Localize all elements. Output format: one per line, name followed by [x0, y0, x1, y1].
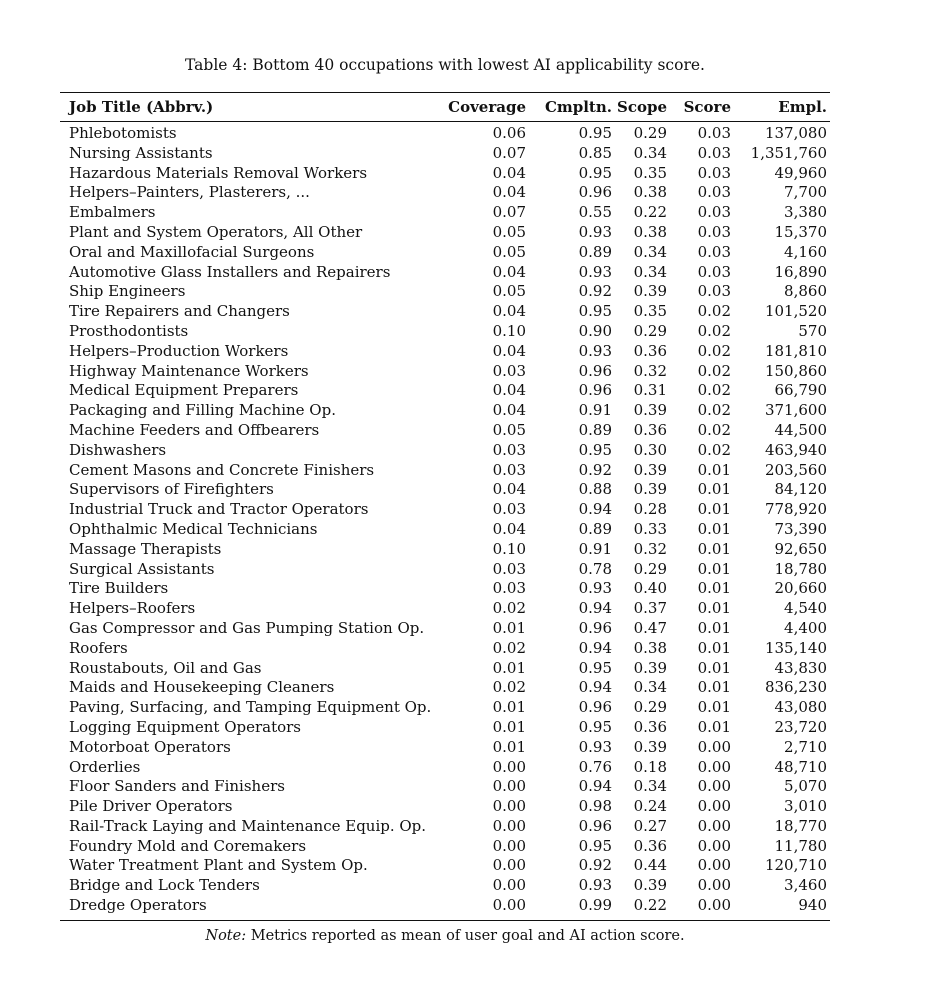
job-title-cell: Roofers	[69, 638, 128, 657]
job-title-cell: Packaging and Filling Machine Op.	[69, 401, 336, 420]
job-title-cell: Machine Feeders and Offbearers	[69, 420, 320, 439]
job-title-cell: Prosthodontists	[69, 321, 189, 340]
employment-cell: 463,940	[764, 440, 827, 459]
table-row	[60, 797, 837, 817]
employment-cell: 16,890	[774, 262, 827, 281]
employment-cell: 4,540	[784, 599, 827, 618]
scope-cell: 0.39	[633, 876, 667, 895]
completion-cell: 0.95	[578, 717, 612, 736]
table-row	[60, 342, 837, 362]
coverage-cell: 0.04	[492, 163, 526, 182]
coverage-cell: 0.07	[492, 203, 526, 222]
completion-cell: 0.92	[578, 460, 612, 479]
job-title-cell: Nursing Assistants	[69, 143, 213, 162]
employment-cell: 48,710	[774, 757, 827, 776]
coverage-cell: 0.04	[492, 381, 526, 400]
table-row	[60, 540, 837, 560]
employment-cell: 43,080	[774, 698, 827, 717]
job-title-cell: Highway Maintenance Workers	[69, 361, 309, 380]
scope-cell: 0.29	[633, 124, 667, 142]
scope-cell: 0.29	[633, 321, 667, 340]
employment-cell: 11,780	[774, 836, 827, 855]
job-title-cell: Pile Driver Operators	[69, 797, 233, 816]
completion-cell: 0.90	[578, 321, 612, 340]
completion-cell: 0.93	[578, 737, 612, 756]
score-cell: 0.00	[697, 816, 731, 835]
employment-cell: 66,790	[774, 381, 827, 400]
completion-cell: 0.96	[578, 698, 612, 717]
employment-cell: 778,920	[764, 500, 827, 519]
table-row	[60, 362, 837, 382]
job-title-cell: Medical Equipment Preparers	[69, 381, 299, 400]
score-cell: 0.00	[697, 757, 731, 776]
score-cell: 0.03	[697, 242, 731, 261]
coverage-cell: 0.00	[492, 856, 526, 875]
table-row	[60, 659, 837, 679]
completion-cell: 0.91	[578, 539, 612, 558]
scope-cell: 0.34	[633, 262, 667, 281]
coverage-cell: 0.02	[492, 638, 526, 657]
employment-cell: 3,460	[784, 876, 827, 895]
job-title-cell: Embalmers	[69, 203, 156, 222]
employment-cell: 940	[798, 896, 827, 915]
employment-cell: 43,830	[774, 658, 827, 677]
coverage-cell: 0.10	[492, 539, 526, 558]
scope-cell: 0.47	[633, 618, 667, 637]
coverage-cell: 0.00	[492, 836, 526, 855]
employment-cell: 8,860	[784, 282, 827, 301]
note-label: Note:	[205, 928, 247, 944]
table-row	[60, 856, 837, 876]
table-row	[60, 223, 837, 243]
score-cell: 0.01	[697, 579, 731, 598]
employment-cell: 84,120	[774, 480, 827, 499]
coverage-cell: 0.02	[492, 599, 526, 618]
employment-cell: 7,700	[784, 183, 827, 202]
scope-cell: 0.39	[633, 401, 667, 420]
job-title-cell: Maids and Housekeeping Cleaners	[69, 678, 335, 697]
table-row	[60, 639, 837, 659]
scope-cell: 0.39	[633, 480, 667, 499]
employment-cell: 120,710	[764, 856, 827, 875]
score-cell: 0.02	[697, 401, 731, 420]
job-title-cell: Surgical Assistants	[69, 559, 215, 578]
job-title-cell: Ship Engineers	[69, 282, 186, 301]
column-header-employment: Empl.	[778, 98, 827, 116]
scope-cell: 0.18	[633, 757, 667, 776]
scope-cell: 0.31	[633, 381, 667, 400]
scope-cell: 0.34	[633, 143, 667, 162]
table-row	[60, 381, 837, 401]
employment-cell: 150,860	[764, 361, 827, 380]
score-cell: 0.00	[697, 777, 731, 796]
employment-cell: 181,810	[764, 341, 827, 360]
completion-cell: 0.92	[578, 856, 612, 875]
score-cell: 0.01	[697, 658, 731, 677]
table-note	[0, 928, 890, 944]
employment-cell: 2,710	[784, 737, 827, 756]
coverage-cell: 0.05	[492, 222, 526, 241]
scope-cell: 0.29	[633, 559, 667, 578]
coverage-cell: 0.04	[492, 519, 526, 538]
job-title-cell: Paving, Surfacing, and Tamping Equipment Op.	[69, 698, 432, 717]
scope-cell: 0.32	[633, 361, 667, 380]
table-row	[60, 480, 837, 500]
score-cell: 0.01	[697, 519, 731, 538]
column-header-coverage: Coverage	[448, 98, 526, 116]
table-row	[60, 619, 837, 639]
completion-cell: 0.92	[578, 282, 612, 301]
job-title-cell: Roustabouts, Oil and Gas	[69, 658, 262, 677]
score-cell: 0.01	[697, 717, 731, 736]
scope-cell: 0.36	[633, 717, 667, 736]
coverage-cell: 0.03	[492, 440, 526, 459]
job-title-cell: Phlebotomists	[69, 124, 177, 142]
completion-cell: 0.89	[578, 519, 612, 538]
coverage-cell: 0.01	[492, 717, 526, 736]
score-cell: 0.02	[697, 361, 731, 380]
table-row	[60, 698, 837, 718]
completion-cell: 0.95	[578, 658, 612, 677]
table-row	[60, 896, 837, 916]
employment-cell: 1,351,760	[750, 143, 827, 162]
completion-cell: 0.98	[578, 797, 612, 816]
table-row	[60, 441, 837, 461]
completion-cell: 0.99	[578, 896, 612, 915]
coverage-cell: 0.04	[492, 183, 526, 202]
job-title-cell: Dredge Operators	[69, 896, 207, 915]
table-row	[60, 500, 837, 520]
coverage-cell: 0.00	[492, 876, 526, 895]
coverage-cell: 0.00	[492, 816, 526, 835]
scope-cell: 0.36	[633, 341, 667, 360]
job-title-cell: Tire Builders	[69, 579, 169, 598]
table-row	[60, 263, 837, 283]
score-cell: 0.00	[697, 876, 731, 895]
completion-cell: 0.95	[578, 440, 612, 459]
scope-cell: 0.32	[633, 539, 667, 558]
score-cell: 0.01	[697, 599, 731, 618]
scope-cell: 0.34	[633, 777, 667, 796]
scope-cell: 0.22	[633, 896, 667, 915]
scope-cell: 0.33	[633, 519, 667, 538]
score-cell: 0.03	[697, 143, 731, 162]
completion-cell: 0.96	[578, 381, 612, 400]
coverage-cell: 0.01	[492, 618, 526, 637]
score-cell: 0.01	[697, 698, 731, 717]
table-row	[60, 203, 837, 223]
completion-cell: 0.76	[578, 757, 612, 776]
completion-cell: 0.93	[578, 579, 612, 598]
table-row	[60, 520, 837, 540]
data-table	[60, 93, 837, 916]
employment-cell: 101,520	[764, 302, 827, 321]
employment-cell: 135,140	[764, 638, 827, 657]
coverage-cell: 0.01	[492, 698, 526, 717]
job-title-cell: Bridge and Lock Tenders	[69, 876, 260, 895]
score-cell: 0.03	[697, 203, 731, 222]
coverage-cell: 0.04	[492, 262, 526, 281]
score-cell: 0.01	[697, 480, 731, 499]
scope-cell: 0.39	[633, 658, 667, 677]
coverage-cell: 0.01	[492, 737, 526, 756]
completion-cell: 0.93	[578, 222, 612, 241]
employment-cell: 18,770	[774, 816, 827, 835]
scope-cell: 0.38	[633, 638, 667, 657]
job-title-cell: Massage Therapists	[69, 539, 222, 558]
employment-cell: 3,380	[784, 203, 827, 222]
completion-cell: 0.93	[578, 262, 612, 281]
score-cell: 0.00	[697, 896, 731, 915]
job-title-cell: Rail-Track Laying and Maintenance Equip. Op.	[69, 816, 427, 835]
score-cell: 0.03	[697, 262, 731, 281]
table-row	[60, 837, 837, 857]
completion-cell: 0.94	[578, 678, 612, 697]
table-row	[60, 560, 837, 580]
table-row	[60, 738, 837, 758]
completion-cell: 0.96	[578, 618, 612, 637]
employment-cell: 371,600	[764, 401, 827, 420]
table-row	[60, 421, 837, 441]
table-row	[60, 579, 837, 599]
employment-cell: 5,070	[784, 777, 827, 796]
job-title-cell: Dishwashers	[69, 440, 167, 459]
score-cell: 0.01	[697, 618, 731, 637]
completion-cell: 0.94	[578, 500, 612, 519]
score-cell: 0.00	[697, 836, 731, 855]
score-cell: 0.02	[697, 420, 731, 439]
bottom-rule	[60, 920, 830, 921]
coverage-cell: 0.04	[492, 341, 526, 360]
score-cell: 0.00	[697, 797, 731, 816]
table-row	[60, 718, 837, 738]
job-title-cell: Helpers–Production Workers	[69, 341, 289, 360]
coverage-cell: 0.04	[492, 302, 526, 321]
note-text: Metrics reported as mean of user goal and AI action score.	[246, 928, 685, 944]
completion-cell: 0.95	[578, 302, 612, 321]
job-title-cell: Helpers–Roofers	[69, 599, 196, 618]
mid-rule	[60, 121, 830, 122]
completion-cell: 0.88	[578, 480, 612, 499]
score-cell: 0.01	[697, 539, 731, 558]
job-title-cell: Automotive Glass Installers and Repairers	[69, 262, 391, 281]
table-row	[60, 599, 837, 619]
scope-cell: 0.35	[633, 302, 667, 321]
scope-cell: 0.29	[633, 698, 667, 717]
scope-cell: 0.38	[633, 222, 667, 241]
table-row	[60, 876, 837, 896]
table-row	[60, 144, 837, 164]
job-title-cell: Cement Masons and Concrete Finishers	[69, 460, 375, 479]
score-cell: 0.03	[697, 222, 731, 241]
score-cell: 0.03	[697, 282, 731, 301]
completion-cell: 0.78	[578, 559, 612, 578]
job-title-cell: Industrial Truck and Tractor Operators	[69, 500, 369, 519]
coverage-cell: 0.00	[492, 777, 526, 796]
completion-cell: 0.96	[578, 183, 612, 202]
scope-cell: 0.34	[633, 242, 667, 261]
table-row	[60, 322, 837, 342]
table-row	[60, 121, 837, 144]
employment-cell: 18,780	[774, 559, 827, 578]
table-row	[60, 461, 837, 481]
coverage-cell: 0.10	[492, 321, 526, 340]
scope-cell: 0.28	[633, 500, 667, 519]
employment-cell: 570	[798, 321, 827, 340]
table-row	[60, 401, 837, 421]
table-body	[60, 121, 837, 916]
completion-cell: 0.93	[578, 341, 612, 360]
coverage-cell: 0.00	[492, 757, 526, 776]
job-title-cell: Gas Compressor and Gas Pumping Station Op.	[69, 618, 425, 637]
scope-cell: 0.30	[633, 440, 667, 459]
column-header-completion: Cmpltn.	[544, 98, 612, 116]
table-row	[60, 678, 837, 698]
coverage-cell: 0.04	[492, 401, 526, 420]
scope-cell: 0.36	[633, 836, 667, 855]
job-title-cell: Ophthalmic Medical Technicians	[69, 519, 318, 538]
completion-cell: 0.89	[578, 242, 612, 261]
completion-cell: 0.95	[578, 163, 612, 182]
completion-cell: 0.93	[578, 876, 612, 895]
score-cell: 0.01	[697, 638, 731, 657]
employment-cell: 49,960	[774, 163, 827, 182]
header-row	[60, 93, 837, 121]
job-title-cell: Hazardous Materials Removal Workers	[69, 163, 368, 182]
completion-cell: 0.96	[578, 361, 612, 380]
scope-cell: 0.38	[633, 183, 667, 202]
score-cell: 0.03	[697, 124, 731, 142]
completion-cell: 0.96	[578, 816, 612, 835]
scope-cell: 0.36	[633, 420, 667, 439]
score-cell: 0.02	[697, 440, 731, 459]
completion-cell: 0.95	[578, 836, 612, 855]
coverage-cell: 0.03	[492, 500, 526, 519]
employment-cell: 44,500	[774, 420, 827, 439]
job-title-cell: Floor Sanders and Finishers	[69, 777, 285, 796]
scope-cell: 0.35	[633, 163, 667, 182]
score-cell: 0.01	[697, 678, 731, 697]
completion-cell: 0.94	[578, 777, 612, 796]
score-cell: 0.02	[697, 341, 731, 360]
scope-cell: 0.39	[633, 282, 667, 301]
score-cell: 0.02	[697, 381, 731, 400]
scope-cell: 0.34	[633, 678, 667, 697]
job-title-cell: Motorboat Operators	[69, 737, 231, 756]
table-row	[60, 302, 837, 322]
table-row	[60, 164, 837, 184]
employment-cell: 4,400	[784, 618, 827, 637]
scope-cell: 0.44	[633, 856, 667, 875]
coverage-cell: 0.02	[492, 678, 526, 697]
score-cell: 0.00	[697, 856, 731, 875]
table-row	[60, 777, 837, 797]
coverage-cell: 0.01	[492, 658, 526, 677]
coverage-cell: 0.05	[492, 282, 526, 301]
occupation-table	[60, 92, 830, 921]
score-cell: 0.01	[697, 460, 731, 479]
coverage-cell: 0.04	[492, 480, 526, 499]
score-cell: 0.01	[697, 500, 731, 519]
completion-cell: 0.89	[578, 420, 612, 439]
job-title-cell: Supervisors of Firefighters	[69, 480, 274, 499]
scope-cell: 0.37	[633, 599, 667, 618]
scope-cell: 0.24	[633, 797, 667, 816]
column-header-job-title: Job Title (Abbrv.)	[69, 98, 214, 116]
table-caption: Table 4: Bottom 40 occupations with lowest AI applicability score.	[185, 56, 705, 74]
coverage-cell: 0.03	[492, 361, 526, 380]
job-title-cell: Oral and Maxillofacial Surgeons	[69, 242, 315, 261]
coverage-cell: 0.00	[492, 896, 526, 915]
column-header-score: Score	[683, 98, 731, 116]
employment-cell: 137,080	[764, 124, 827, 142]
job-title-cell: Tire Repairers and Changers	[69, 302, 290, 321]
scope-cell: 0.22	[633, 203, 667, 222]
table-row	[60, 758, 837, 778]
job-title-cell: Plant and System Operators, All Other	[69, 222, 363, 241]
employment-cell: 203,560	[764, 460, 827, 479]
employment-cell: 20,660	[774, 579, 827, 598]
coverage-cell: 0.00	[492, 797, 526, 816]
score-cell: 0.00	[697, 737, 731, 756]
table-row	[60, 183, 837, 203]
job-title-cell: Orderlies	[69, 757, 141, 776]
employment-cell: 836,230	[764, 678, 827, 697]
coverage-cell: 0.03	[492, 579, 526, 598]
coverage-cell: 0.06	[492, 124, 526, 142]
scope-cell: 0.39	[633, 737, 667, 756]
coverage-cell: 0.05	[492, 242, 526, 261]
coverage-cell: 0.07	[492, 143, 526, 162]
job-title-cell: Water Treatment Plant and System Op.	[69, 856, 368, 875]
coverage-cell: 0.03	[492, 559, 526, 578]
score-cell: 0.01	[697, 559, 731, 578]
job-title-cell: Foundry Mold and Coremakers	[69, 836, 307, 855]
scope-cell: 0.40	[633, 579, 667, 598]
completion-cell: 0.94	[578, 638, 612, 657]
completion-cell: 0.95	[578, 124, 612, 142]
scope-cell: 0.39	[633, 460, 667, 479]
coverage-cell: 0.05	[492, 420, 526, 439]
score-cell: 0.03	[697, 183, 731, 202]
employment-cell: 92,650	[774, 539, 827, 558]
employment-cell: 3,010	[784, 797, 827, 816]
column-header-scope: Scope	[616, 98, 667, 116]
score-cell: 0.02	[697, 321, 731, 340]
table-row	[60, 817, 837, 837]
employment-cell: 73,390	[774, 519, 827, 538]
score-cell: 0.02	[697, 302, 731, 321]
table-row	[60, 243, 837, 263]
completion-cell: 0.55	[578, 203, 612, 222]
job-title-cell: Logging Equipment Operators	[69, 717, 302, 736]
table-row	[60, 282, 837, 302]
job-title-cell: Helpers–Painters, Plasterers, ...	[69, 183, 310, 202]
coverage-cell: 0.03	[492, 460, 526, 479]
scope-cell: 0.27	[633, 816, 667, 835]
completion-cell: 0.91	[578, 401, 612, 420]
completion-cell: 0.94	[578, 599, 612, 618]
employment-cell: 15,370	[774, 222, 827, 241]
score-cell: 0.03	[697, 163, 731, 182]
employment-cell: 23,720	[774, 717, 827, 736]
employment-cell: 4,160	[784, 242, 827, 261]
completion-cell: 0.85	[578, 143, 612, 162]
